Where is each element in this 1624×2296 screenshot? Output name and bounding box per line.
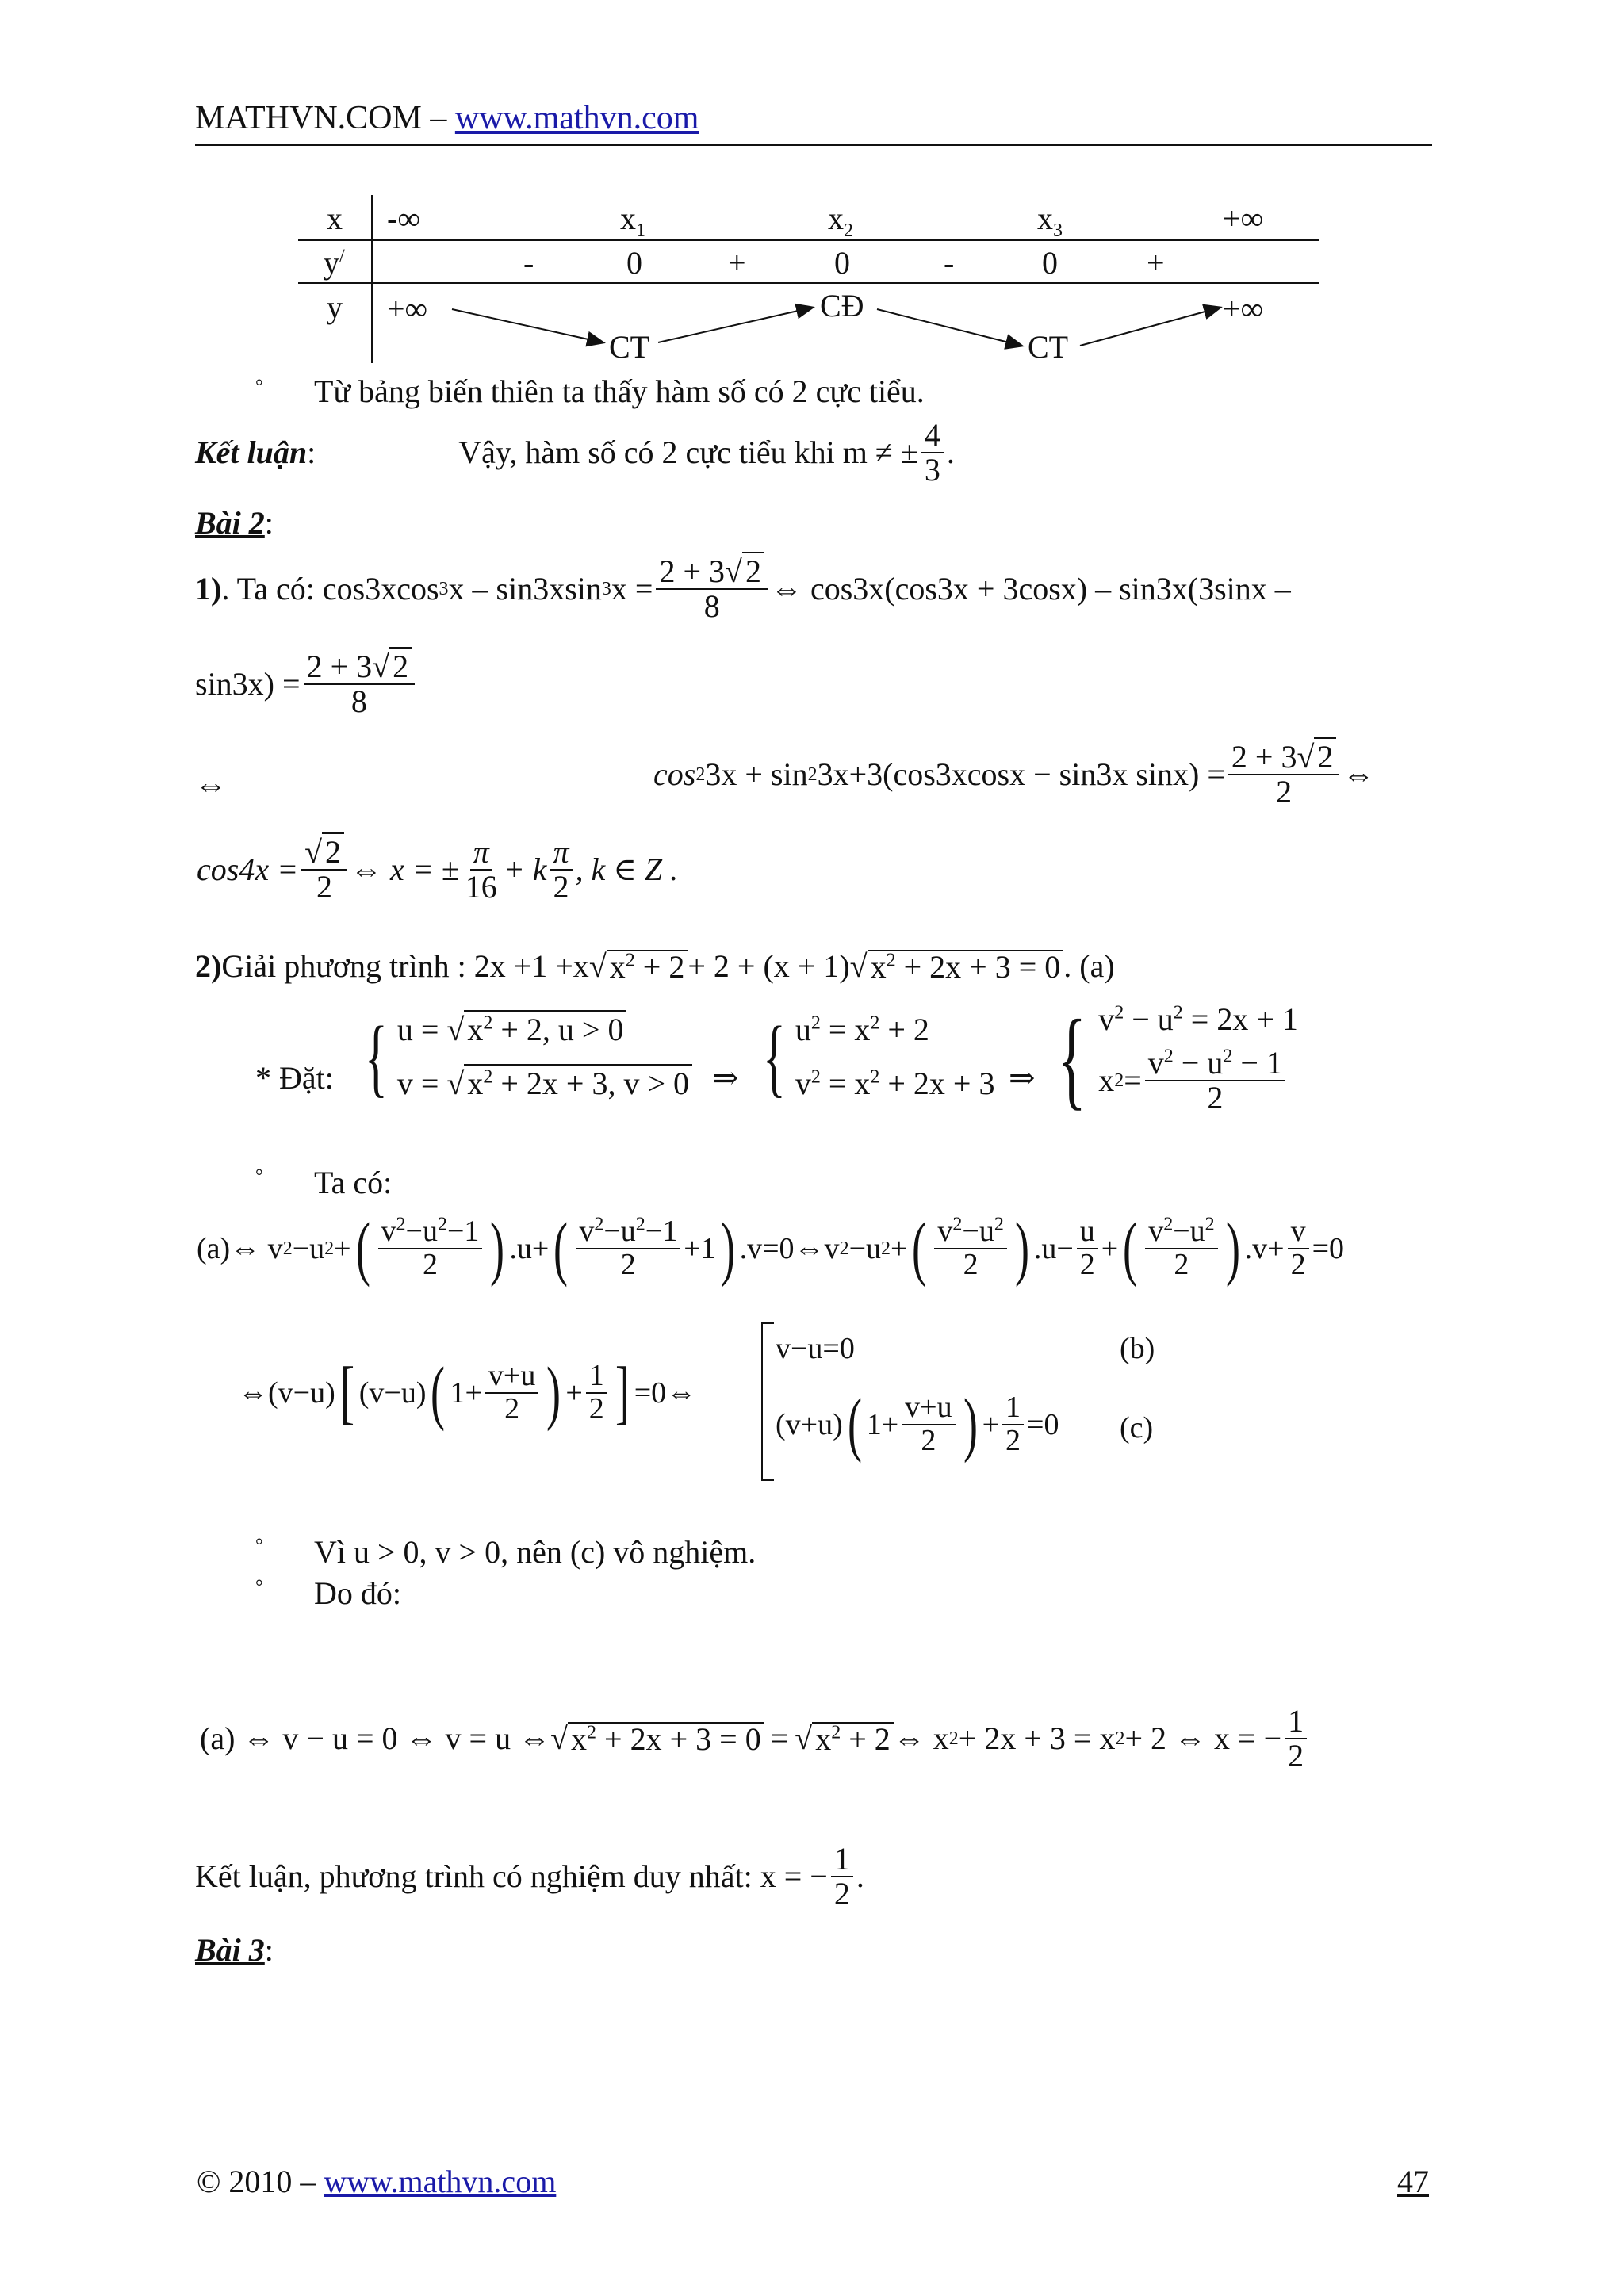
conclusion-text: Vậy, hàm số có 2 cực tiểu khi m ≠ ± xyxy=(458,434,918,470)
bullet-circle-icon: ° xyxy=(255,377,263,397)
fraction: $\frac{4}{3}$ xyxy=(921,419,944,487)
arrow-down xyxy=(452,309,603,342)
bullet-item xyxy=(255,1164,263,1196)
table-label-y: y xyxy=(327,289,343,325)
table-sign: - xyxy=(944,245,955,281)
equation-factored: ⇔ (v−u) [ (v−u) ( 1+ $\frac{v+u}{2}$ ) + $\frac{1}{2}$ ] =0⇔ xyxy=(238,1353,697,1432)
bullet-text: Do đó: xyxy=(314,1575,401,1611)
bullet-item xyxy=(255,1533,263,1565)
table-cell: +∞ xyxy=(1223,201,1264,236)
fraction: $\frac{2 + 3√ 2}{8}$ xyxy=(656,555,768,623)
table-sign: + xyxy=(1147,245,1165,281)
section-heading-bai3: Bài 3: xyxy=(195,1932,274,1968)
fraction: $\frac{2 + 3√ 2}{2}$ xyxy=(1228,740,1340,809)
part2-statement: 2) Giải phương trình : 2x +1 +x √ $x^2 + 2$ + 2 + (x + 1) √ $x^2 + 2x + 3 = 0$ . (a) xyxy=(195,948,1115,985)
implies-arrow: ⇒ xyxy=(712,1060,739,1096)
part1-line2: sin3x) = $\frac{2 + 3√ 2}{8}$ xyxy=(195,650,418,718)
part1-line4: cos4x = $\frac{√ 2}{2}$ ⇔ x = ± $\frac{\pi}{16}$ + k $\frac{\pi}{2}$ , k ∈ Z . xyxy=(197,834,679,905)
arrow-up xyxy=(1080,308,1220,346)
case-c: (v+u) ( 1+ $\frac{v+u}{2}$ ) + $\frac{1}{2}$ =0 xyxy=(776,1385,1059,1464)
case-b-label: (b) xyxy=(1120,1332,1155,1365)
conclusion-line: Kết luận : Vậy, hàm số có 2 cực tiểu khi m ≠ ± $\frac{4}{3}$ . xyxy=(195,417,955,488)
header-url-link[interactable]: www.mathvn.com xyxy=(454,100,699,136)
bullet-text: Từ bảng biến thiên ta thấy hàm số có 2 cực tiểu. xyxy=(314,373,925,409)
table-sign: 0 xyxy=(834,245,850,281)
arrow-up xyxy=(658,308,812,342)
case-b: v−u=0 xyxy=(776,1332,855,1365)
implies-arrow: ⇒ xyxy=(1009,1060,1036,1096)
part1-line3-iff: ⇔ xyxy=(195,767,227,802)
cases-bracket xyxy=(761,1322,774,1481)
part1-line3: cos 2 3x + sin 2 3x+3(cos3xcosx − sin3x sinx) = $\frac{2 + 3√ 2}{2}$ ⇔ xyxy=(653,739,1375,809)
table-label-x: x xyxy=(327,201,343,236)
fraction: $\frac{\pi}{2}$ xyxy=(550,836,572,904)
substitution-label: * Đặt: xyxy=(255,1060,334,1096)
table-value: CT xyxy=(609,329,650,365)
table-value: +∞ xyxy=(387,291,428,327)
table-cell: -∞ xyxy=(387,201,420,236)
table-value: CĐ xyxy=(820,288,864,323)
page-number: 47 xyxy=(1397,2164,1429,2199)
conclusion-label: Kết luận xyxy=(195,434,308,470)
bullet-text: Vì u > 0, v > 0, nên (c) vô nghiệm. xyxy=(314,1534,756,1570)
bullet-item xyxy=(255,374,263,406)
table-sign: + xyxy=(728,245,746,281)
table-value: CT xyxy=(1028,329,1069,365)
system-3: { $v^2 - u^2 = 2x + 1$ x 2 = $\frac{v^2 - u^2 - 1}{2}$ xyxy=(1057,997,1298,1120)
case-c-label: (c) xyxy=(1120,1411,1154,1445)
fraction: $\frac{2 + 3√ 2}{8}$ xyxy=(304,650,416,718)
bullet-circle-icon: ° xyxy=(255,1166,263,1187)
section-heading-bai2: Bài 2: xyxy=(195,505,274,541)
fraction: $\frac{\pi}{16}$ xyxy=(465,834,497,905)
bullet-circle-icon: ° xyxy=(255,1577,263,1598)
table-label-yprime: y/ xyxy=(324,245,345,281)
table-cell: $x_3$ xyxy=(1037,201,1063,241)
bullet-text: Ta có: xyxy=(314,1165,393,1200)
arrow-down xyxy=(877,309,1021,346)
bullet-item xyxy=(255,1575,263,1606)
final-equation-chain: (a) ⇔ v − u = 0 ⇔ v = u ⇔ √ $x^2 + 2x + 3 = 0$ = √ $x^2 + 2$ ⇔ x 2 + 2x + 3 = x 2 + 2 ⇔ x = − $\frac{1}{2}$ xyxy=(200,1705,1310,1773)
table-cell: $x_1$ xyxy=(620,201,645,241)
footer-url-link[interactable]: www.mathvn.com xyxy=(324,2164,557,2199)
equation-a-expansion: (a)⇔ v 2 −u 2 + ( $\frac{v^2-u^2-1}{2}$ ) .u+ ( $\frac{v^2-u^2-1}{2}$ +1 ) .v=0⇔v 2 −u 2 + ( $\frac{v^2-u^2}{2}$ ) .u− $\frac{u}{2}$ + ( $\frac{v^2-u^2}{2}$ ) .v+ $\frac{v}{2}$ =0 xyxy=(197,1209,1344,1288)
table-value: +∞ xyxy=(1223,291,1264,327)
part1-line1: 1) . Ta có: cos3xcos 3 x – sin3xsin 3 x = $\frac{2 + 3√ 2}{8}$ ⇔ cos3x(cos3x + 3cosx) – sin3x(3sinx – xyxy=(195,553,1291,624)
table-cell: $x_2$ xyxy=(828,201,853,241)
variation-arrows xyxy=(0,0,1624,381)
header-site: MATHVN.COM – xyxy=(195,100,455,136)
system-2: { $u^2 = x^2 + 2$ $v^2 = x^2 + 2x + 3$ xyxy=(762,1008,995,1105)
table-sign: 0 xyxy=(626,245,642,281)
page-footer: © 2010 – www.mathvn.com xyxy=(197,2164,557,2199)
fraction: $\frac{√ 2}{2}$ xyxy=(301,836,347,904)
conclusion-line-2: Kết luận, phương trình có nghiệm duy nhất: x = − $\frac{1}{2}$ . xyxy=(195,1841,864,1911)
table-sign: 0 xyxy=(1042,245,1058,281)
table-sign: - xyxy=(523,245,534,281)
bullet-circle-icon: ° xyxy=(255,1536,263,1556)
system-1: { u = √ $x^2 + 2$, u > 0 v = √ $x^2 + 2x + 3$, v > 0 xyxy=(355,1013,692,1100)
